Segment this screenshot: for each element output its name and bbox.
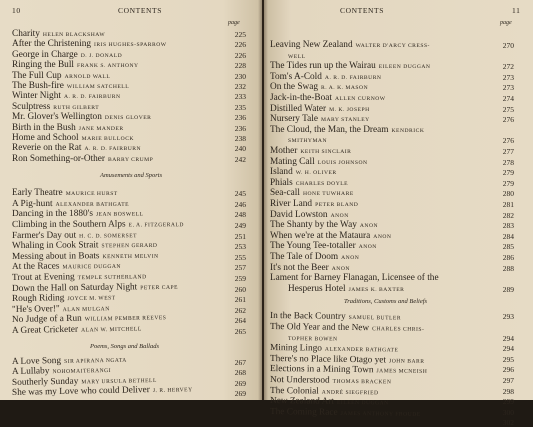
entry-title: The Coming Race (269, 406, 338, 418)
entry-page-number: 240 (234, 144, 246, 154)
entry-title: Home and School (12, 133, 79, 143)
entry-author: M. K. JOSEPH (329, 106, 370, 113)
entry-page-number: 265 (234, 327, 246, 336)
entry-author: KENDRICK (391, 127, 425, 134)
entry-author: ANON (331, 265, 350, 272)
contents-entry (270, 241, 377, 252)
entry-page-number: 300 (502, 407, 514, 417)
entry-title: Not Understood (269, 375, 330, 386)
book-gutter (258, 0, 268, 400)
entry-author: ANON (373, 233, 392, 240)
entry-page-number: 255 (234, 252, 246, 262)
entry-author: FRANK S. ANTHONY (76, 63, 139, 70)
contents-entry (270, 273, 439, 283)
entry-page-number: 251 (234, 231, 246, 241)
entry-author: PETER BLAND (315, 202, 359, 208)
contents-entry (288, 51, 306, 62)
entry-title: The Old Year and the New (269, 322, 370, 334)
entry-page-number: 302 (502, 418, 514, 427)
contents-entry (270, 61, 430, 72)
entry-title: When we're at the Mataura (270, 230, 371, 241)
entry-author: THOMAS BRACKEN (332, 378, 392, 386)
contents-entry (270, 407, 421, 420)
entry-author: SMITHYMAN (288, 138, 327, 145)
section-heading: Traditions, Customs and Beliefs (344, 298, 428, 306)
entry-page-number: 284 (502, 231, 514, 241)
entry-page-number: 281 (502, 200, 514, 209)
entry-title: George in Charge (12, 49, 78, 60)
entry-author: BARRY CRUMP (108, 156, 154, 163)
contents-entry (12, 60, 139, 71)
entry-author: J. R. HERVEY (152, 387, 193, 395)
section-heading: Poems, Songs and Ballads (90, 342, 159, 350)
entry-page-number: 225 (234, 30, 246, 39)
contents-entry (270, 104, 370, 115)
entry-title: The Tale of Doom (270, 252, 339, 262)
entry-page-number: 286 (502, 253, 514, 262)
left-page (0, 0, 262, 400)
entry-author: A. R. D. FAIRBURN (324, 74, 382, 81)
entry-title: Mr. Glover's Wellington (12, 112, 102, 123)
entry-title: New Zealand Art (269, 396, 335, 407)
entry-title: Ringing the Bull (12, 60, 74, 71)
contents-entry (270, 146, 351, 157)
entry-author: ARNOLD WALL (64, 73, 111, 80)
entry-title: Sculptress (12, 101, 51, 112)
entry-author: HELEN BLACKSHAW (42, 32, 106, 38)
entry-author: IRIS HUGHES-SPARROW (94, 42, 167, 49)
entry-title: Phials (270, 177, 293, 188)
entry-title: The Shanty by the Way (270, 220, 357, 231)
contents-entry (270, 157, 368, 168)
entry-title: It's not the Beer (270, 262, 329, 273)
entry-author: ANON (330, 212, 349, 219)
running-head: CONTENTS (118, 6, 162, 15)
section-heading: Amusements and Sports (100, 172, 163, 180)
entry-author: HONE TUWHARE (302, 191, 354, 198)
entry-author: SIR APIRANA NGATA (64, 357, 127, 365)
entry-page-number: 232 (234, 82, 246, 91)
entry-title: Mining Lingo (269, 343, 322, 354)
entry-page-number: 280 (502, 189, 514, 199)
page-number: 11 (512, 6, 521, 15)
entry-author: STEPHEN GERARD (101, 243, 158, 250)
contents-entry (12, 102, 99, 113)
entry-page-number: 228 (234, 61, 246, 71)
contents-entry (12, 143, 141, 154)
entry-author: JOHN BARR (388, 358, 425, 365)
entry-author: H. C. D. SOMERSET (79, 232, 138, 240)
contents-entry (12, 112, 151, 123)
contents-entry (270, 178, 348, 189)
entry-page-number: 269 (234, 378, 246, 388)
entry-page-number: 236 (234, 123, 246, 133)
entry-title: Island (270, 167, 293, 178)
entry-author: KEITH SINCLAIR (300, 149, 352, 155)
entry-title: A Pig-hunt (11, 198, 53, 209)
entry-title: "He's Over!" (11, 303, 60, 315)
entry-author: MARY STANLEY (320, 117, 370, 124)
entry-title: Down the Hall on Saturday Night (11, 281, 138, 294)
entry-author: TOPHER BOWEN (287, 335, 338, 343)
entry-title: The Bush-fire (12, 81, 64, 91)
entry-title: The Full Cup (12, 70, 62, 81)
entry-page-number: 299 (502, 397, 514, 407)
entry-author: MAURICE DUGGAN (62, 264, 121, 271)
entry-page-number: 238 (234, 134, 246, 143)
entry-page-number: 276 (502, 136, 514, 146)
entry-title: Birth in the Bush (12, 122, 76, 133)
entry-page-number: 262 (234, 305, 246, 315)
entry-author: JANE MANDER (78, 125, 124, 132)
entry-title: Ron Something-or-Other (12, 153, 106, 164)
page-column-label: page (500, 20, 512, 26)
entry-author: MARIE BULLOCK (81, 136, 134, 142)
entry-title: Reverie on the Rat (12, 143, 82, 154)
entry-page-number: 245 (234, 189, 246, 199)
entry-author: CHARLES CHRIS- (372, 326, 425, 333)
entry-author: R. A. K. MASON (321, 85, 369, 92)
entry-author: JAMES K. BAXTER (348, 286, 405, 293)
entry-page-number: 297 (502, 376, 514, 385)
entry-page-number: 285 (502, 242, 514, 252)
entry-page-number: 226 (234, 40, 246, 50)
contents-entry (270, 231, 391, 242)
entry-author: D. J. DONALD (80, 52, 123, 59)
entry-author: PETER CAPE (140, 284, 179, 291)
entry-title: Climbing in the Southern Alps (11, 219, 126, 230)
page-column-label: page (228, 20, 240, 26)
entry-page-number: 296 (502, 365, 514, 375)
contents-entry (12, 133, 134, 144)
contents-entry (270, 199, 358, 210)
entry-author: ALLEN CURNOW (334, 96, 386, 102)
entry-title: Distilled Water (270, 103, 327, 114)
entry-page-number: 235 (234, 102, 246, 112)
entry-page-number: 279 (502, 178, 514, 188)
entry-author: E. A. FITZGERALD (128, 222, 184, 229)
entry-author: ALEXANDER BATHGATE (55, 201, 130, 208)
entry-author: MAURICE HURST (65, 191, 118, 198)
entry-title: A Lullaby (11, 366, 50, 378)
entry-title: A Love Song (11, 355, 62, 367)
entry-page-number: 278 (502, 157, 514, 167)
entry-author: JAMES MCNEISH (376, 368, 428, 376)
entry-page-number: 276 (502, 115, 514, 125)
entry-page-number: 269 (234, 389, 246, 399)
entry-title: Messing about in Boats (11, 250, 100, 262)
entry-page-number: 230 (234, 71, 246, 81)
entry-page-number: 283 (502, 221, 514, 231)
entry-title: The Cloud, the Man, the Dream (270, 124, 389, 135)
entry-author: ANON (359, 223, 379, 230)
entry-title: Nursery Tale (270, 114, 318, 125)
entry-author: ANON (358, 244, 377, 251)
entry-page-number: 298 (502, 386, 514, 396)
entry-title: Elections in a Mining Town (269, 364, 374, 376)
contents-entry (288, 135, 327, 146)
entry-page-number: 253 (234, 242, 246, 252)
entry-page-number: 294 (502, 344, 514, 354)
entry-page-number: 295 (502, 354, 514, 364)
entry-author: WALTER D'ARCY CRESS- (355, 43, 430, 49)
entry-page-number: 264 (234, 316, 246, 326)
entry-title: The Colonial (269, 385, 319, 397)
contents-entry (12, 91, 121, 102)
entry-author: DENIS GLOVER (104, 115, 152, 122)
contents-entry (12, 39, 167, 50)
contents-entry (270, 263, 350, 274)
entry-title: Farmer's Day out (11, 230, 77, 241)
contents-entry (270, 114, 370, 125)
entry-author: ALEXANDER BATHGATE (324, 346, 399, 354)
entry-page-number: 277 (502, 147, 514, 156)
entry-author: ALAN MULGAN (62, 306, 110, 313)
contents-entry (270, 72, 381, 83)
entry-title: Winter Night (12, 91, 61, 102)
contents-entry (270, 82, 368, 93)
entry-title: No Judge of a Run (11, 314, 82, 326)
entry-page-number: 248 (234, 210, 246, 220)
entry-title: The Young Tee-totaller (270, 241, 356, 252)
entry-author: WILLIAM PEMBER REEVES (84, 315, 167, 324)
contents-entry (12, 50, 122, 61)
entry-title: Hesperus Hotel (288, 283, 346, 294)
entry-author: ANDRÉ SIEGFRIED (321, 389, 379, 396)
entry-page-number: 293 (502, 312, 514, 322)
contents-entry (270, 252, 359, 263)
contents-entry (270, 210, 349, 221)
contents-entry (12, 323, 142, 337)
entry-author: TEMPLE SUTHERLAND (77, 274, 147, 282)
entry-author: JAMES ANTHONY FROUDE (340, 410, 421, 418)
entry-title: Early Theatre (12, 188, 63, 199)
entry-page-number: 282 (502, 210, 514, 220)
entry-title: There's no Place like Otago yet (269, 353, 387, 366)
entry-title: In the Back Country (269, 311, 346, 323)
contents-entry (270, 40, 430, 51)
entry-author: KENNETH MELVIN (102, 253, 159, 260)
contents-entry (270, 188, 354, 199)
entry-title: Charity (12, 29, 40, 39)
entry-page-number: 246 (234, 199, 246, 209)
entry-page-number: 294 (502, 333, 514, 343)
entry-title: Southerly Sunday (11, 376, 79, 388)
entry-title: Jack-in-the-Boat (270, 93, 332, 103)
entry-page-number: 272 (502, 62, 514, 72)
entry-page-number: 273 (502, 83, 514, 93)
contents-entry (12, 219, 184, 231)
entry-title: After the Christening (12, 39, 92, 50)
entry-author: EILEEN DUGGAN (378, 64, 431, 71)
entry-page-number: 226 (234, 50, 246, 60)
entry-title: At the Races (11, 261, 60, 273)
entry-title: Dancing in the 1880's (11, 209, 93, 220)
entry-author: WILLIAM SATCHELL (66, 84, 130, 90)
entry-page-number: 273 (502, 72, 514, 82)
contents-entry (12, 188, 118, 199)
contents-entry (12, 123, 124, 134)
entry-page-number: 261 (234, 295, 246, 305)
contents-entry (270, 93, 386, 104)
entry-title: River Land (270, 199, 313, 209)
entry-author: WELL (288, 53, 306, 60)
entry-author: A. R. D. FAIRBURN (84, 146, 142, 153)
contents-entry (270, 167, 337, 178)
entry-page-number: 274 (502, 94, 514, 103)
entry-page-number: 275 (502, 104, 514, 114)
contents-entry (12, 154, 153, 165)
entry-author: SAMUEL BUTLER (348, 315, 402, 322)
entry-title: A Great Cricketer (11, 324, 79, 336)
page-number: 10 (12, 6, 21, 15)
entry-author: ANON (341, 255, 360, 261)
entry-page-number: 236 (234, 113, 246, 123)
entry-title: Rough Riding (11, 293, 65, 305)
contents-entry (12, 81, 129, 92)
entry-page-number: 267 (234, 357, 246, 367)
entry-page-number: 270 (502, 41, 514, 50)
entry-page-number: 288 (502, 263, 514, 273)
entry-author: CHARLES DOYLE (295, 180, 349, 187)
entry-author: W. H. OLIVER (295, 170, 337, 177)
entry-author: JOYCE M. WEST (67, 295, 116, 303)
entry-title: She was my Love who could Deliver (11, 385, 150, 399)
entry-page-number: 279 (502, 168, 514, 178)
entry-author: A. R. D. FAIRBURN (63, 94, 121, 101)
contents-entry (288, 284, 404, 295)
entry-title: The Tides run up the Wairau (270, 61, 376, 72)
entry-page-number: 259 (234, 274, 246, 283)
entry-page-number: 260 (234, 284, 246, 294)
entry-title: On the Swag (270, 82, 319, 93)
entry-title: Tom's A-Cold (270, 71, 322, 82)
entry-page-number: 268 (234, 368, 246, 378)
contents-entry (270, 125, 424, 136)
entry-author: ALAN W. MITCHELL (81, 326, 142, 334)
entry-title: Sea-call (270, 188, 300, 199)
entry-title: Whaling in Cook Strait (11, 240, 99, 252)
entry-author: EILEEN DUGGAN (336, 400, 389, 407)
entry-page-number: 257 (234, 263, 246, 273)
contents-entry (270, 220, 378, 231)
running-head: CONTENTS (340, 6, 384, 15)
entry-title: Trout at Evening (11, 272, 75, 283)
entry-page-number: 249 (234, 221, 246, 230)
entry-title: David Lowston (270, 209, 328, 220)
entry-title: Mating Call (270, 156, 315, 167)
contents-entry (12, 71, 110, 82)
entry-page-number: 233 (234, 92, 246, 102)
entry-page-number: 289 (502, 284, 514, 294)
entry-title: Mother (270, 146, 298, 156)
entry-title: Lament for Barney Flanagan, Licensee of the (270, 273, 439, 284)
entry-author: MARY URSULA BETHELL (81, 377, 157, 386)
entry-author: NOHOMAITERANGI (52, 368, 112, 376)
entry-author: LOUIS JOHNSON (317, 159, 368, 166)
entry-title: Leaving New Zealand (270, 40, 353, 50)
right-page (264, 0, 533, 427)
entry-author: JEAN BOSWELL (95, 211, 144, 219)
contents-entry (12, 385, 193, 400)
entry-page-number: 242 (234, 154, 246, 164)
entry-author: RUTH GILBERT (53, 104, 100, 111)
